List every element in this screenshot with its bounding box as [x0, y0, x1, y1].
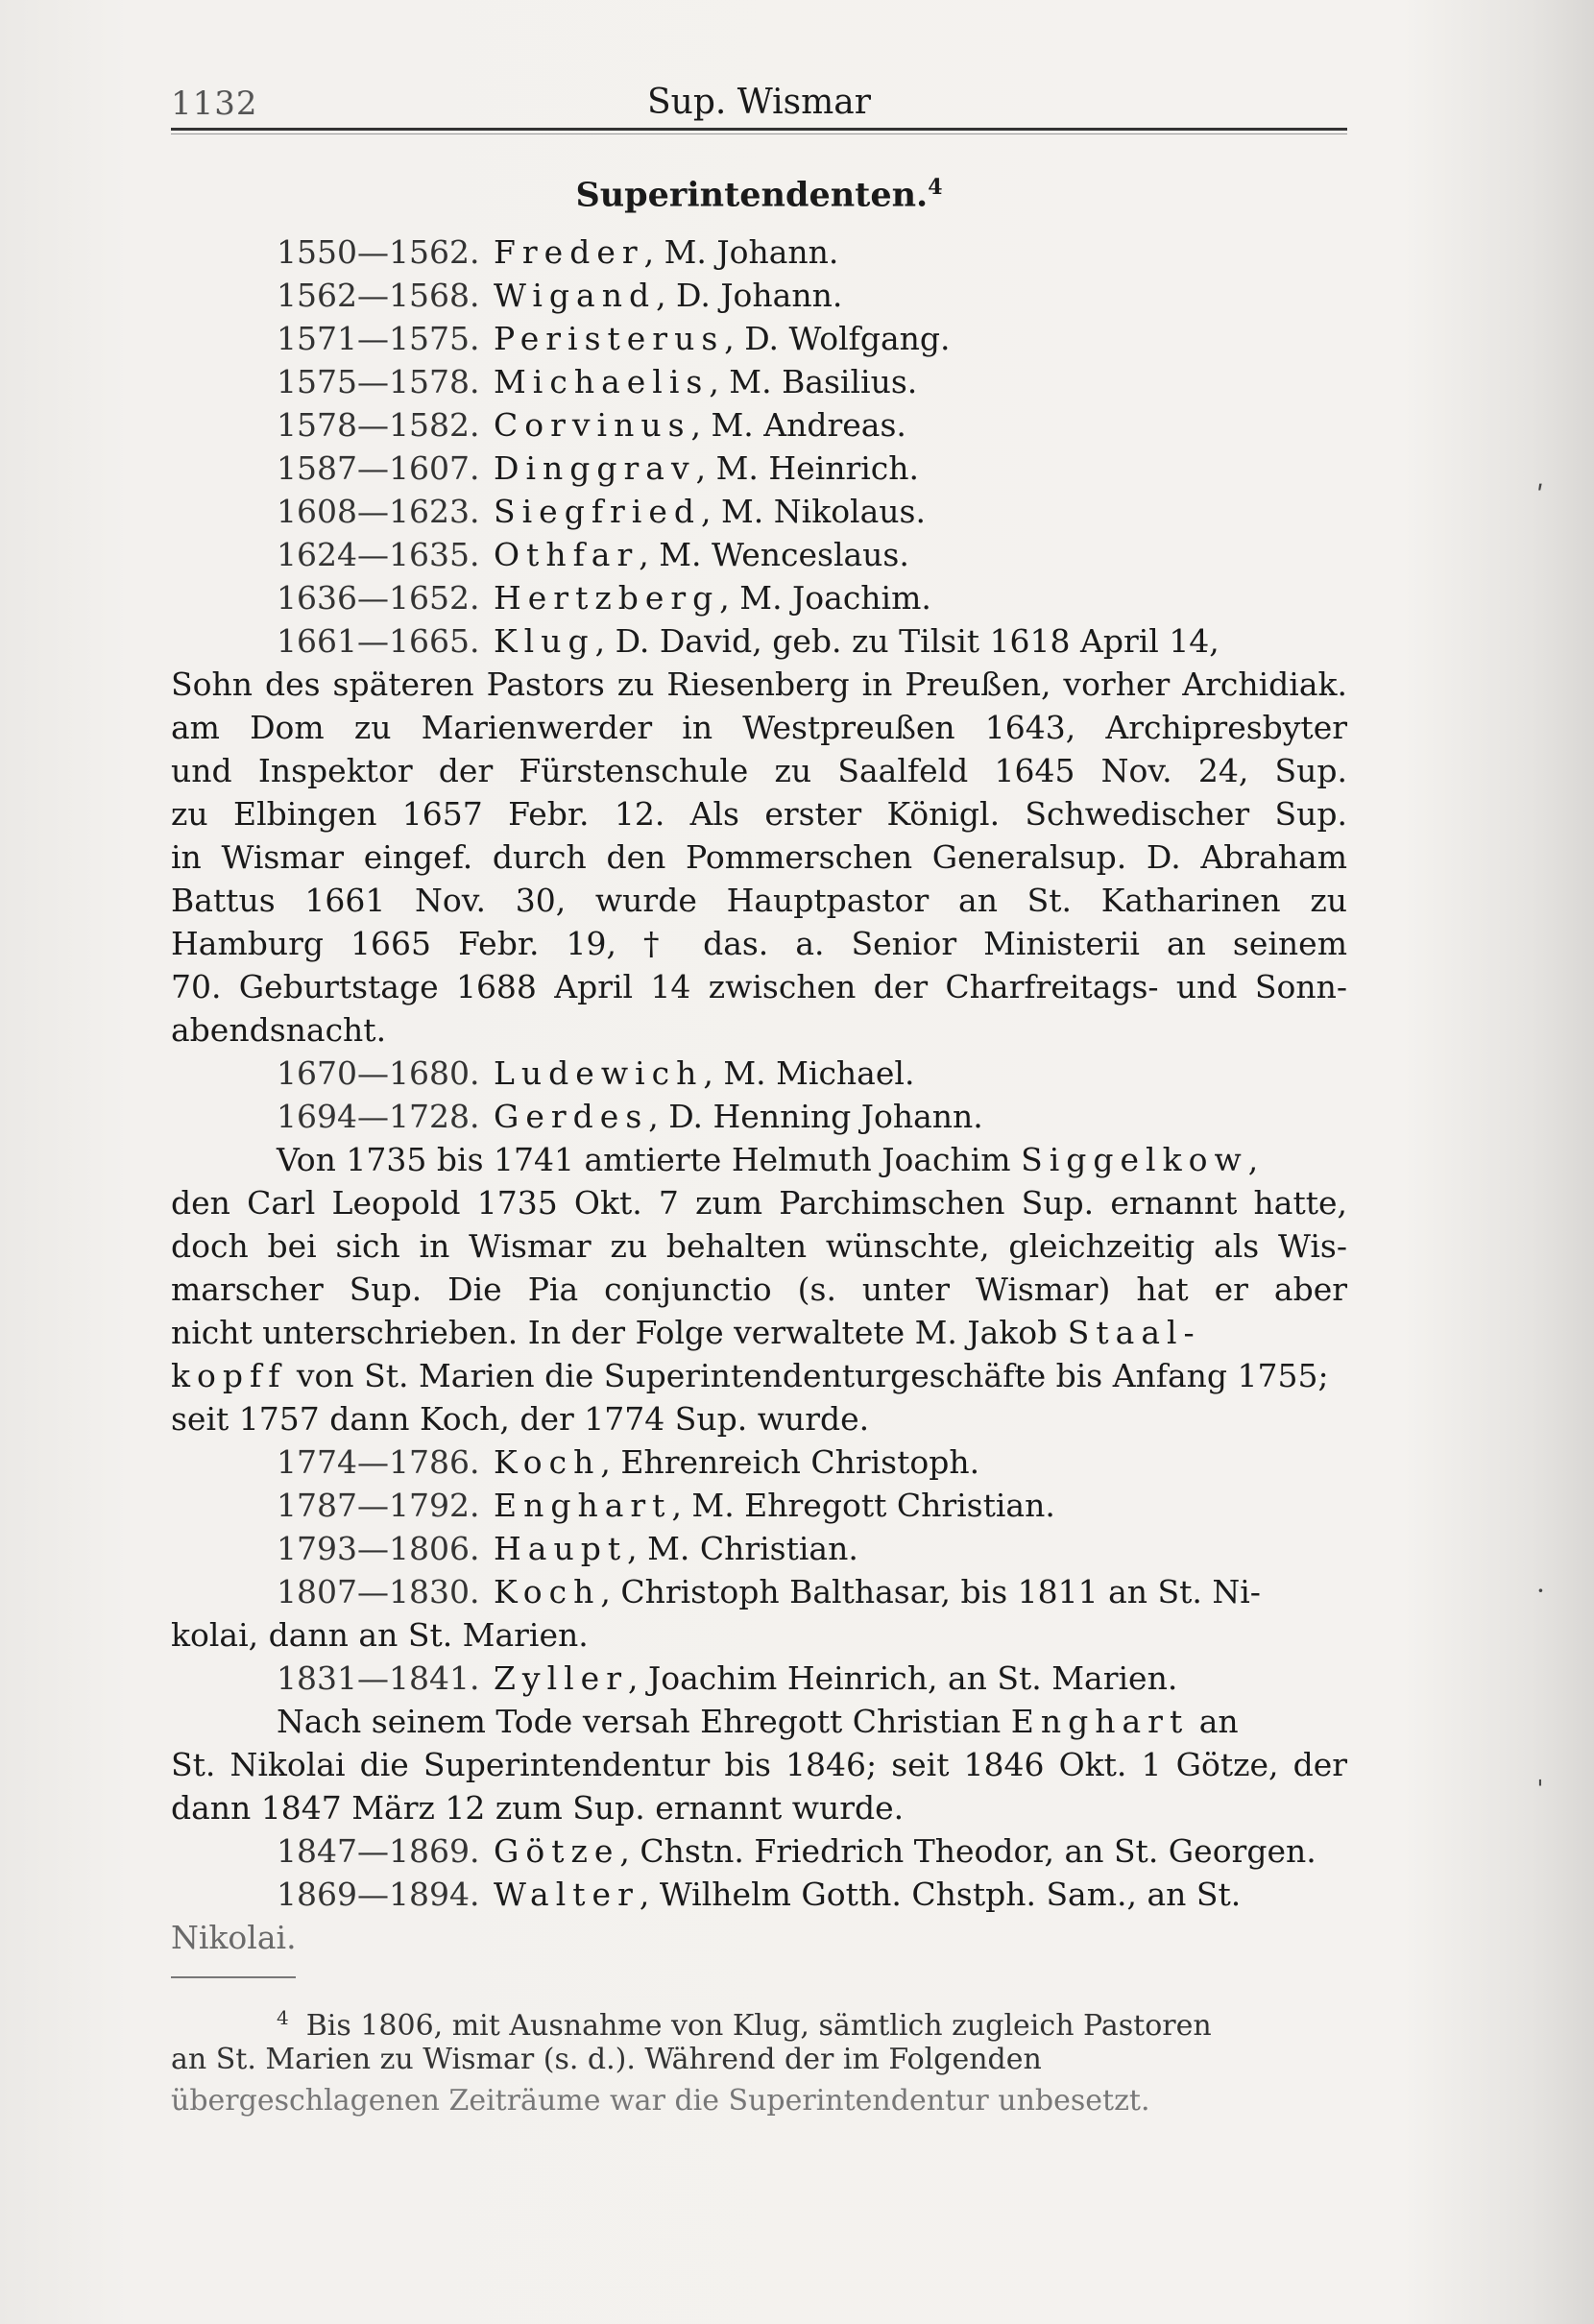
entry-rest: , Chstn. Friedrich Theodor, an St. Georgen.	[619, 1832, 1316, 1870]
text-line: Sohn des späteren Pastors zu Riesenberg in Preußen, vorher Archidiak.	[171, 666, 1347, 703]
entry-name: Othfar	[494, 536, 640, 573]
text-line: Nikolai.	[171, 1919, 297, 1956]
list-item	[171, 230, 1347, 274]
person-name: kopff	[171, 1357, 287, 1394]
paragraph-first-line	[171, 1138, 1347, 1181]
entry-years: 1807—1830.	[277, 1573, 480, 1610]
running-title: Sup. Wismar	[647, 83, 871, 122]
entry-rest: , M. Michael.	[703, 1054, 915, 1092]
text-line: Battus 1661 Nov. 30, wurde Hauptpastor an St. Katharinen zu	[171, 882, 1347, 919]
entry-rest: , M. Christian.	[627, 1530, 858, 1567]
entry-years: 1608—1623.	[277, 493, 480, 530]
text-line: marscher Sup. Die Pia conjunctio (s. unter Wismar) hat er aber	[171, 1271, 1347, 1308]
list-item	[171, 360, 1347, 403]
text-line: 70. Geburtstage 1688 April 14 zwischen der Charfreitags- und Sonn-	[171, 968, 1347, 1005]
main-text	[171, 230, 1347, 1959]
entry-name: Walter	[494, 1876, 640, 1913]
person-name: Enghart	[1010, 1703, 1190, 1740]
footnote-rule	[171, 1976, 296, 1978]
entry-years: 1661—1665.	[277, 622, 480, 660]
entry-rest: , M. Ehregott Christian.	[671, 1487, 1055, 1524]
list-item	[171, 1873, 1347, 1916]
text-line: in Wismar eingef. durch den Pommerschen Generalsup. D. Abraham	[171, 838, 1347, 876]
entry-name: Klug	[494, 622, 595, 660]
footnote-text: Bis 1806, mit Ausnahme von Klug, sämtlich zugleich Pastoren	[305, 2009, 1212, 2043]
page-number: 1132	[171, 85, 258, 123]
list-item	[171, 490, 1347, 533]
text-line	[171, 1311, 1347, 1354]
list-item	[171, 1657, 1347, 1700]
section-title	[171, 175, 1347, 215]
entry-rest: , Wilhelm Gotth. Chstph. Sam., an St.	[639, 1876, 1242, 1913]
entry-years: 1774—1786.	[277, 1443, 480, 1481]
entry-rest: , Joachim Heinrich, an St. Marien.	[628, 1659, 1178, 1697]
text-run: Nach seinem Tode versah Ehregott Christian	[277, 1703, 1011, 1740]
list-item	[171, 533, 1347, 576]
text-line: und Inspektor der Fürstenschule zu Saalfeld 1645 Nov. 24, Sup.	[171, 752, 1347, 789]
header-rule-thin	[171, 133, 1347, 134]
text-line: den Carl Leopold 1735 Okt. 7 zum Parchimschen Sup. ernannt hatte,	[171, 1184, 1347, 1222]
entry-name: Freder	[494, 233, 644, 271]
entry-name: Götze	[494, 1832, 620, 1870]
entry-years: 1575—1578.	[277, 363, 480, 400]
entry-rest: , M. Nikolaus.	[701, 493, 926, 530]
entry-name: Koch	[494, 1573, 601, 1610]
entry-years: 1869—1894.	[277, 1876, 480, 1913]
list-item	[171, 1095, 1347, 1138]
entry-name: Ludewich	[494, 1054, 704, 1092]
text-run: an	[1189, 1703, 1239, 1740]
entry-name: Haupt	[494, 1530, 628, 1567]
entry-name: Siegfried	[494, 493, 702, 530]
list-item	[171, 447, 1347, 490]
entry-years: 1562—1568.	[277, 277, 480, 314]
footnote-line	[171, 1997, 1347, 2043]
entry-name: Enghart	[494, 1487, 672, 1524]
text-line	[171, 1354, 1347, 1397]
text-line: Hamburg 1665 Febr. 19, † das. a. Senior Ministerii an seinem	[171, 925, 1347, 962]
entry-name: Gerdes	[494, 1098, 649, 1135]
entry-years: 1587—1607.	[277, 449, 480, 487]
entry-years: 1578—1582.	[277, 406, 480, 444]
entry-years: 1636—1652.	[277, 579, 480, 617]
entry-name: Corvinus	[494, 406, 691, 444]
text-run: Von 1735 bis 1741 amtierte Helmuth Joachim	[277, 1141, 1022, 1178]
entry-rest: , M. Basilius.	[709, 363, 918, 400]
text-line: doch bei sich in Wismar zu behalten wünschte, gleichzeitig als Wis-	[171, 1227, 1347, 1265]
text-line: am Dom zu Marienwerder in Westpreußen 1643, Archipresbyter	[171, 709, 1347, 746]
entry-rest: , M. Johann.	[643, 233, 839, 271]
list-item	[171, 1527, 1347, 1570]
margin-speck: ˌ	[1536, 1757, 1544, 1789]
text-run: nicht unterschrieben. In der Folge verwaltete M. Jakob	[171, 1314, 1068, 1351]
entry-rest: , Ehrenreich Christoph.	[600, 1443, 980, 1481]
footnote	[171, 1997, 1347, 2121]
text-run: ,	[1247, 1141, 1259, 1178]
section-title-text: Superintendenten.	[575, 175, 929, 215]
list-item	[171, 1052, 1347, 1095]
text-line: abendsnacht.	[171, 1011, 387, 1049]
entry-rest: , D. Wolfgang.	[724, 320, 951, 357]
list-item	[171, 576, 1347, 619]
header-rule	[171, 128, 1347, 131]
footnote-line: an St. Marien zu Wismar (s. d.). Während der im Folgenden	[171, 2043, 1042, 2076]
entry-rest: , Christoph Balthasar, bis 1811 an St. Ni-	[600, 1573, 1261, 1610]
text-run: von St. Marien die Superintendenturgeschäfte bis Anfang 1755;	[286, 1357, 1329, 1394]
entry-rest: , D. Henning Johann.	[648, 1098, 983, 1135]
entry-years: 1694—1728.	[277, 1098, 480, 1135]
entry-years: 1624—1635.	[277, 536, 480, 573]
entry-rest: , D. Johann.	[656, 277, 843, 314]
person-name: Siggelkow	[1021, 1141, 1248, 1178]
entry-name: Dinggrav	[494, 449, 696, 487]
klug-entry-first-line	[171, 619, 1347, 663]
entry-years: 1550—1562.	[277, 233, 480, 271]
entry-rest: , M. Andreas.	[690, 406, 906, 444]
page-header	[171, 79, 1347, 127]
footnote-line: übergeschlagenen Zeiträume war die Superintendentur unbesetzt.	[171, 2084, 1150, 2118]
entry-years: 1847—1869.	[277, 1832, 480, 1870]
entry-years: 1793—1806.	[277, 1530, 480, 1567]
text-line: seit 1757 dann Koch, der 1774 Sup. wurde.	[171, 1400, 870, 1438]
entry-rest: , M. Wenceslaus.	[639, 536, 909, 573]
list-item	[171, 403, 1347, 447]
entry-name: Wigand	[494, 277, 657, 314]
entry-years: 1831—1841.	[277, 1659, 480, 1697]
entry-name: Hertzberg	[494, 579, 720, 617]
list-item	[171, 1440, 1347, 1484]
entry-name: Zyller	[494, 1659, 628, 1697]
entry-rest: , D. David, geb. zu Tilsit 1618 April 14,	[594, 622, 1220, 660]
entry-years: 1670—1680.	[277, 1054, 480, 1092]
text-line: dann 1847 März 12 zum Sup. ernannt wurde.	[171, 1789, 905, 1827]
entry-name: Koch	[494, 1443, 601, 1481]
text-line: zu Elbingen 1657 Febr. 12. Als erster Königl. Schwedischer Sup.	[171, 795, 1347, 833]
entry-rest: , M. Heinrich.	[695, 449, 920, 487]
margin-speck: ·	[1536, 1575, 1545, 1607]
list-item	[171, 317, 1347, 360]
list-item	[171, 1570, 1347, 1613]
footnote-mark: 4	[277, 2006, 289, 2029]
margin-speck: ʹ	[1536, 480, 1544, 512]
list-item	[171, 1484, 1347, 1527]
list-item	[171, 1829, 1347, 1873]
entry-years: 1571—1575.	[277, 320, 480, 357]
entry-rest: , M. Joachim.	[719, 579, 931, 617]
text-line: St. Nikolai die Superintendentur bis 1846; seit 1846 Okt. 1 Götze, der	[171, 1746, 1347, 1783]
entry-name: Peristerus	[494, 320, 725, 357]
entry-name: Michaelis	[494, 363, 710, 400]
footnote-ref: 4	[928, 175, 943, 200]
person-name: Staal-	[1067, 1314, 1201, 1351]
entry-years: 1787—1792.	[277, 1487, 480, 1524]
list-item	[171, 274, 1347, 317]
paragraph-first-line	[171, 1700, 1347, 1743]
text-line: kolai, dann an St. Marien.	[171, 1616, 589, 1654]
